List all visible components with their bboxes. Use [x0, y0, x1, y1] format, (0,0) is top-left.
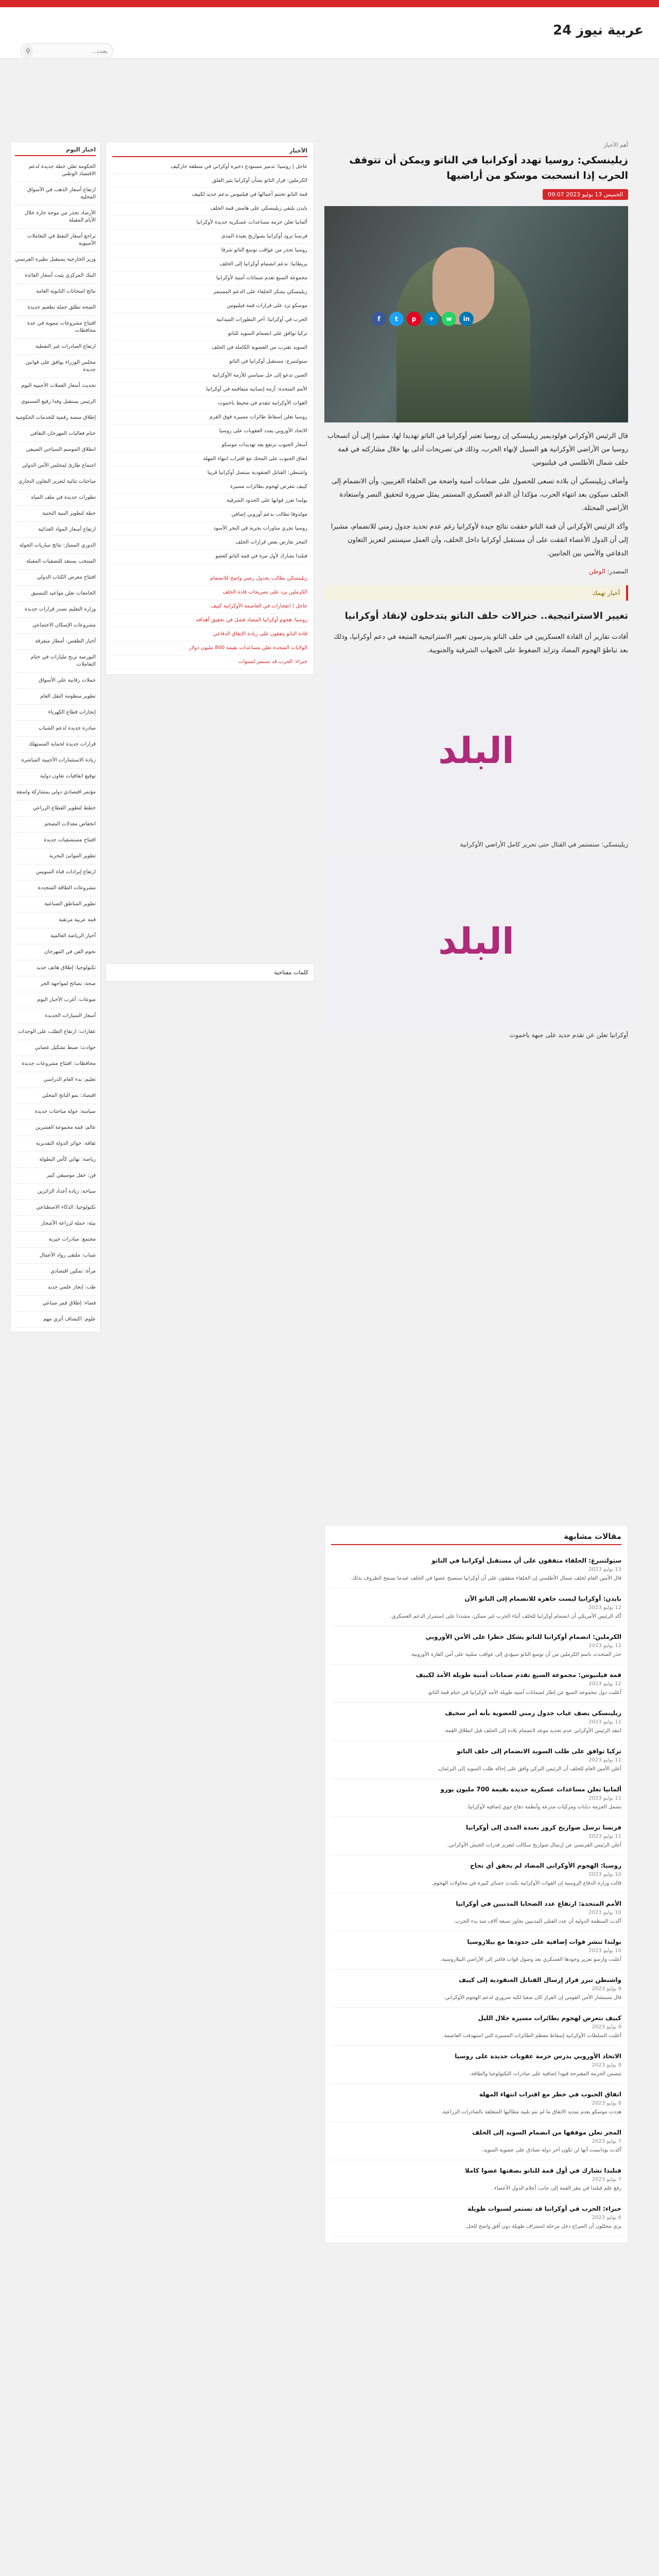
latest-news-item[interactable]: زيلينسكي يشكر الحلفاء على الدعم المستمر [112, 285, 307, 299]
twitter-icon[interactable]: t [389, 312, 404, 326]
sidebar-news-item[interactable]: إطلاق منصة رقمية للخدمات الحكومية [15, 410, 96, 426]
sidebar-news-item[interactable]: تطوير منظومة النقل العام [15, 689, 96, 705]
related-item-title[interactable]: فنلندا تشارك في أول قمة للناتو بصفتها عضوا كاملا [464, 2167, 621, 2174]
article-paragraph: وأضاف زيلينسكي أن بلاده تسعى للحصول على ضمانات أمنية واضحة من الحلفاء الغربيين، وأن الانضمام إلى الحلف سيكون بعد انتهاء الحرب، مؤكدا أن الدعم العسكري المستمر يمثل ضرورة لتحقيق النصر واستعادة الأراضي المحتلة. [331, 478, 628, 512]
related-item-excerpt: قال مستشار الأمن القومي إن القرار كان صعبا لكنه ضروري لدعم الهجوم الأوكراني. [443, 1995, 621, 2001]
sidebar-news-item[interactable]: المنتخب يستعد للتصفيات المقبلة [15, 554, 96, 570]
related-item-excerpt: أكد الرئيس الأمريكي أن انضمام أوكرانيا للحلف أثناء الحرب غير ممكن، مشددا على استمرار الدعم العسكري. [390, 1614, 621, 1619]
related-item-excerpt: حذر المتحدث باسم الكرملين من أن توسع الناتو سيؤدي إلى عواقب سلبية على أمن القارة الأوروبية. [410, 1652, 621, 1657]
article [324, 142, 628, 1039]
sidebar-news-item[interactable]: رياضة: نهائي كأس البطولة [15, 1152, 96, 1168]
sidebar-news-item[interactable]: تحديث أسعار العملات الأجنبية اليوم [15, 378, 96, 394]
related-item-date: 13 يوليو 2023 [588, 1567, 621, 1572]
sidebar-news-item[interactable]: ارتفاع الصادرات غير النفطية [15, 339, 96, 355]
related-item[interactable] [331, 1893, 621, 1931]
sidebar-news-item[interactable]: صحة: نصائح لمواجهة الحر [15, 976, 96, 992]
latest-news-item[interactable]: بايدن يلتقي زيلينسكي على هامش قمة الحلف [112, 202, 307, 216]
related-item[interactable] [331, 1665, 621, 1703]
related-item-title[interactable]: الأمم المتحدة: ارتفاع عدد الضحايا المدنيين في أوكرانيا [456, 1900, 621, 1907]
related-item[interactable] [331, 1741, 621, 1779]
latest-news-item[interactable]: روسيا تعلن إسقاط طائرات مسيرة فوق القرم [112, 411, 307, 425]
related-item-excerpt: يرى محللون أن الصراع دخل مرحلة استنزاف طويلة دون أفق واضح للحل. [465, 2224, 621, 2229]
latest-news-item[interactable]: فرنسا تزود أوكرانيا بصواريخ بعيدة المدى [112, 230, 307, 244]
sidebar-news-item[interactable]: مؤتمر اقتصادي دولي بمشاركة واسعة [15, 785, 96, 801]
latest-news-item[interactable]: الاتحاد الأوروبي يمدد العقوبات على روسيا [112, 425, 307, 438]
sidebar-news-item[interactable]: الصحة تطلق حملة تطعيم جديدة [15, 300, 96, 316]
sidebar-news-item[interactable]: طب: إنجاز علمي جديد [15, 1280, 96, 1296]
latest-news-item[interactable]: الأمم المتحدة: أزمة إنسانية متفاقمة في أوكرانيا [112, 383, 307, 397]
telegram-icon[interactable]: ✈ [424, 312, 439, 326]
related-item-title[interactable]: الاتحاد الأوروبي يدرس حزمة عقوبات جديدة على روسيا [455, 2053, 621, 2060]
latest-news-item[interactable]: فنلندا تشارك لأول مرة في قمة الناتو كعضو [112, 550, 307, 564]
related-item-date: 10 يوليو 2023 [588, 1910, 621, 1916]
latest-news-item[interactable]: اتفاق الحبوب على المحك مع اقتراب انتهاء المهلة [112, 452, 307, 466]
sidebar-news-item[interactable]: خطة لتطوير البنية التحتية [15, 506, 96, 522]
hot-news-item[interactable]: قادة الناتو يتفقون على زيادة الإنفاق الدفاعي [112, 628, 307, 641]
related-item-date: 7 يوليو 2023 [592, 2177, 621, 2182]
latest-news-item[interactable]: تركيا توافق على انضمام السويد للناتو [112, 327, 307, 341]
site-header [0, 7, 659, 59]
source-name[interactable]: الوطن [588, 568, 605, 575]
related-item[interactable] [331, 2008, 621, 2046]
related-item-title[interactable]: المجر تعلن موقفها من انضمام السويد إلى الحلف [472, 2129, 621, 2136]
related-item-date: 10 يوليو 2023 [588, 1872, 621, 1877]
related-item-excerpt: قالت وزارة الدفاع الروسية إن القوات الأوكرانية تكبدت خسائر كبيرة في محاولات الهجوم. [431, 1880, 621, 1886]
latest-news-item[interactable]: مولدوفا تطالب بدعم أوروبي إضافي [112, 508, 307, 522]
related-item-excerpt: تشمل الحزمة دبابات ومركبات مدرعة وأنظمة دفاع جوي إضافية لأوكرانيا. [466, 1804, 621, 1810]
related-item[interactable] [331, 1855, 621, 1893]
related-item-date: 7 يوليو 2023 [592, 2139, 621, 2144]
latest-news-item[interactable]: أسعار الحبوب ترتفع بعد تهديدات موسكو [112, 438, 307, 452]
sidebar-news-item[interactable]: مباحثات ثنائية لتعزيز التعاون التجاري [15, 474, 96, 490]
latest-news-item[interactable]: واشنطن: القنابل العنقودية ستصل أوكرانيا قريبا [112, 466, 307, 480]
related-item-title[interactable]: اتفاق الحبوب في خطر مع اقتراب انتهاء المهلة [479, 2091, 621, 2098]
sidebar-today [10, 142, 100, 1332]
sidebar-news-item[interactable]: مرأة: تمكين اقتصادي [15, 1264, 96, 1280]
related-item-excerpt: قال الأمين العام لحلف شمال الأطلسي إن الحلفاء متفقون على أن أوكرانيا ستصبح عضوا في الحلف عندما تسمح الظروف بذلك. [350, 1575, 621, 1581]
sidebar-news-item[interactable]: حملات رقابية على الأسواق [15, 673, 96, 689]
related-item-title[interactable]: تركيا توافق على طلب السويد الانضمام إلى حلف الناتو [457, 1748, 621, 1755]
related-item-date: 12 يوليو 2023 [588, 1605, 621, 1611]
sidebar-news-item[interactable]: ارتفاع أسعار المواد الغذائية [15, 522, 96, 538]
related-item-date: 11 يوليو 2023 [588, 1757, 621, 1763]
related-item-excerpt: أكدت المنظمة الدولية أن عدد القتلى المدنيين تجاوز تسعة آلاف منذ بدء الحرب. [454, 1919, 621, 1924]
sidebar-news-item[interactable]: محافظات: افتتاح مشروعات جديدة [15, 1056, 96, 1072]
related-item-title[interactable]: واشنطن تبرر قرار إرسال القنابل العنقودية إلى كييف [459, 1976, 621, 1984]
related-item-excerpt: أعلنت دول مجموعة السبع عن إطار لضمانات أمنية طويلة الأمد لأوكرانيا في ختام قمة الناتو. [427, 1690, 621, 1696]
sidebar-news-item[interactable]: شباب: ملتقى رواد الأعمال [15, 1248, 96, 1264]
related-articles [324, 1525, 628, 2243]
related-item-title[interactable]: كييف تتعرض لهجوم بطائرات مسيرة خلال الليل [478, 2014, 621, 2022]
related-item[interactable] [331, 1703, 621, 1741]
sidebar-news-item[interactable]: افتتاح مشروعات تنموية في عدة محافظات [15, 316, 96, 339]
article-source [324, 568, 628, 575]
latest-news-item[interactable]: روسيا تحذر من عواقب توسع الناتو شرقا [112, 244, 307, 258]
related-item-excerpt: انتقد الرئيس الأوكراني عدم تحديد موعد لانضمام بلاده إلى الحلف قبل انطلاق القمة. [444, 1728, 621, 1734]
sidebar-news-item[interactable]: قمة عربية مرتقبة [15, 912, 96, 928]
article-paragraph: قال الرئيس الأوكراني فولوديمير زيلينسكي إن روسيا تعتبر أوكرانيا في الناتو تهديدا لها، مشيرا إلى أن انسحاب روسيا من الأراضي الأوكرانية هو السبيل لإنهاء الحرب، وذلك في تصريحات أدلى بها خلال مشاركته في قمة حلف شمال الأطلسي في فيلنيوس. [327, 432, 628, 467]
latest-news-item[interactable]: الصين تدعو إلى حل سياسي للأزمة الأوكرانية [112, 369, 307, 383]
latest-news-item[interactable]: بولندا تعزز قواتها على الحدود الشرقية [112, 494, 307, 508]
channel-logo-2: البلد [438, 920, 514, 962]
related-item-date: 9 يوليو 2023 [592, 2024, 621, 2030]
related-item-date: 11 يوليو 2023 [588, 1795, 621, 1801]
sidebar-news-item[interactable]: إنجازات قطاع الكهرباء [15, 705, 96, 721]
sidebar-news-item[interactable]: علوم: اكتشاف أثري مهم [15, 1312, 96, 1328]
sidebar-news-item[interactable]: افتتاح مستشفيات جديدة [15, 833, 96, 849]
related-item-date: 11 يوليو 2023 [588, 1834, 621, 1839]
hot-news-item[interactable]: زيلينسكي يطالب بجدول زمني واضح للانضمام [112, 572, 307, 586]
channel-logo-1: البلد [438, 730, 514, 772]
sidebar-news-item[interactable]: حوادث: ضبط تشكيل عصابي [15, 1040, 96, 1056]
related-item-date: 8 يوليو 2023 [592, 2062, 621, 2068]
related-item[interactable] [331, 2046, 621, 2084]
related-item[interactable] [331, 1550, 621, 1588]
related-item-excerpt: تتضمن الحزمة المقترحة قيودا إضافية على صادرات التكنولوجيا والطاقة. [469, 2071, 621, 2077]
sidebar-news-item[interactable]: تراجع أسعار النفط في التعاملات الآسيوية [15, 229, 96, 252]
sidebar-news-item[interactable]: وزير الخارجية يستقبل نظيره الفرنسي [15, 252, 96, 268]
latest-news-item[interactable]: السويد تقترب من العضوية الكاملة في الحلف [112, 341, 307, 355]
sidebar-news-item[interactable]: تعليم: بدء العام الدراسي [15, 1072, 96, 1088]
related-item-excerpt: أعلنت السلطات الأوكرانية إسقاط معظم الطائرات المسيرة التي استهدفت العاصمة. [442, 2033, 621, 2039]
latest-news-item[interactable]: ألمانيا تعلن حزمة مساعدات عسكرية جديدة لأوكرانيا [112, 216, 307, 230]
sidebar-news-item[interactable]: تكنولوجيا: الذكاء الاصطناعي [15, 1200, 96, 1216]
article-body [324, 430, 628, 561]
hot-news-item[interactable]: روسيا: هجوم أوكرانيا المضاد فشل في تحقيق أهدافه [112, 614, 307, 628]
sidebar-news-item[interactable]: تكنولوجيا: إطلاق هاتف جديد [15, 960, 96, 976]
search-input[interactable] [33, 48, 108, 55]
sidebar-news-item[interactable]: أخبار الطقس: أمطار متفرقة [15, 634, 96, 650]
sidebar-news-item[interactable]: وزارة التعليم تصدر قرارات جديدة [15, 602, 96, 618]
sidebar-news-item[interactable]: ارتفاع إيرادات قناة السويس [15, 865, 96, 880]
search-box[interactable] [21, 43, 113, 59]
pinterest-icon[interactable]: p [407, 312, 421, 326]
sidebar-news-item[interactable]: سياسة: جولة مباحثات جديدة [15, 1104, 96, 1120]
sidebar-news-item[interactable]: الحكومة تعلن خطة جديدة لدعم الاقتصاد الوطني [15, 159, 96, 182]
sidebar-news-item[interactable]: ثقافة: جوائز الدولة التقديرية [15, 1136, 96, 1152]
sidebar-news-item[interactable]: قرارات جديدة لحماية المستهلك [15, 737, 96, 753]
latest-news-item[interactable]: عاجل | روسيا: تدمير مستودع ذخيرة أوكراني في منطقة خاركيف [112, 160, 307, 174]
sidebar-news-item[interactable]: زيادة الاستثمارات الأجنبية المباشرة [15, 753, 96, 769]
sidebar-news-item[interactable]: انخفاض معدلات التضخم [15, 817, 96, 833]
related-item-date: 10 يوليو 2023 [588, 1948, 621, 1954]
sidebar-news-item[interactable]: الأرصاد تحذر من موجة حارة خلال الأيام المقبلة [15, 206, 96, 229]
sidebar-news-item[interactable]: عالم: قمة مجموعة العشرين [15, 1120, 96, 1136]
sidebar-news-item[interactable]: البورصة تربح مليارات في ختام التعاملات [15, 650, 96, 673]
sidebar-news-item[interactable]: أسعار السيارات الجديدة [15, 1008, 96, 1024]
related-item-date: 12 يوليو 2023 [588, 1681, 621, 1687]
related-item-excerpt: هددت موسكو بعدم تمديد الاتفاق ما لم تتم تلبية مطالبها المتعلقة بالصادرات الزراعية. [441, 2109, 621, 2115]
related-item[interactable] [331, 1779, 621, 1817]
sidebar-news-item[interactable]: اقتصاد: نمو الناتج المحلي [15, 1088, 96, 1104]
related-item-excerpt: أعلنت وارسو تعزيز وجودها العسكري بعد وصول قوات فاغنر إلى الأراضي البيلاروسية. [440, 1957, 621, 1962]
latest-news-item[interactable]: الكرملين: قرار الناتو بشأن أوكرانيا يثير القلق [112, 174, 307, 188]
sidebar-news-item[interactable]: الجامعات تعلن مواعيد التنسيق [15, 586, 96, 602]
related-item[interactable] [331, 1817, 621, 1855]
related-item-title[interactable]: قمة فيلنيوس: مجموعة السبع تقدم ضمانات أمنية طويلة الأمد لكييف [415, 1671, 621, 1679]
related-item-title[interactable]: ألمانيا تعلن مساعدات عسكرية جديدة بقيمة 700 مليون يورو [440, 1786, 621, 1793]
related-item-excerpt: أعلن الرئيس الفرنسي عن إرسال صواريخ سكالب لتعزيز قدرات الجيش الأوكراني. [447, 1842, 621, 1848]
related-item-excerpt: أكدت بودابست أنها لن تكون آخر دولة تصادق على عضوية السويد. [482, 2147, 621, 2153]
related-item[interactable] [331, 1626, 621, 1665]
hot-news-item[interactable]: الولايات المتحدة تعلن مساعدات بقيمة 800 مليون دولار [112, 641, 307, 655]
sidebar-news-item[interactable]: مشروعات الطاقة المتجددة [15, 880, 96, 896]
related-item-date: 6 يوليو 2023 [592, 2215, 621, 2221]
related-item-date: 9 يوليو 2023 [592, 1986, 621, 1992]
article-date: الخميس 13 يوليو 2023 09:07 [543, 189, 628, 200]
latest-news-item[interactable]: بريطانيا: ندعم انضمام أوكرانيا إلى الحلف [112, 258, 307, 272]
latest-news-item[interactable]: القوات الأوكرانية تتقدم في محيط باخموت [112, 397, 307, 411]
related-item[interactable] [331, 2084, 621, 2122]
sidebar-news-item[interactable]: الدوري الممتاز: نتائج مباريات الجولة [15, 538, 96, 554]
sidebar-news-item[interactable]: مجتمع: مبادرات خيرية [15, 1232, 96, 1248]
related-item-date: 8 يوليو 2023 [592, 2100, 621, 2106]
related-item-title[interactable]: خبراء: الحرب في أوكرانيا قد تستمر لسنوات طويلة [467, 2205, 621, 2212]
sidebar-news-item[interactable]: سياحة: زيادة أعداد الزائرين [15, 1184, 96, 1200]
related-item-date: 11 يوليو 2023 [588, 1719, 621, 1725]
related-item[interactable] [331, 1588, 621, 1626]
related-title: مقالات مشابهة [331, 1532, 621, 1545]
site-logo[interactable]: عربية نيوز 24 [552, 23, 644, 38]
article-image-1 [324, 666, 628, 836]
latest-news-item[interactable]: مجموعة السبع تقدم ضمانات أمنية لأوكرانيا [112, 272, 307, 285]
share-buttons [372, 312, 474, 326]
related-item[interactable] [331, 2198, 621, 2236]
latest-news-item[interactable]: موسكو ترد على قرارات قمة فيلنيوس [112, 299, 307, 313]
related-item-title[interactable]: روسيا: الهجوم الأوكراني المضاد لم يحقق أي نجاح [470, 1862, 621, 1869]
search-icon[interactable]: ⚲ [23, 44, 33, 58]
sidebar-news-item[interactable]: البنك المركزي يثبت أسعار الفائدة [15, 268, 96, 284]
sidebar-news-item[interactable]: خطط لتطوير القطاع الزراعي [15, 801, 96, 817]
sidebar-news-item[interactable]: افتتاح معرض الكتاب الدولي [15, 570, 96, 586]
hot-news-item[interactable]: الكرملين يرد على تصريحات قادة الحلف [112, 586, 307, 600]
latest-news-item[interactable]: ستولتنبرغ: مستقبل أوكرانيا في الناتو [112, 355, 307, 369]
related-item-excerpt: رفع علم فنلندا في مقر القمة إلى جانب أعلام الدول الأعضاء. [493, 2185, 621, 2191]
article-image-2 [324, 856, 628, 1026]
sidebar-news-item[interactable]: توقيع اتفاقيات تعاون دولية [15, 769, 96, 785]
sidebar-news-item[interactable]: تطوير الموانئ البحرية [15, 849, 96, 865]
related-item-excerpt: أعلن الأمين العام للحلف أن الرئيس التركي وافق على إحالة طلب السويد إلى البرلمان. [437, 1766, 621, 1772]
latest-news [106, 142, 314, 675]
related-item-title[interactable]: ستولتنبرغ: الحلفاء متفقون على أن مستقبل أوكرانيا في الناتو [431, 1557, 621, 1564]
breadcrumb[interactable]: أهم الأخبار [603, 142, 628, 148]
sidebar-news-item[interactable]: مشروعات الإسكان الاجتماعي [15, 618, 96, 634]
sidebar-news-item[interactable]: فن: حفل موسيقي كبير [15, 1168, 96, 1184]
sidebar-news-item[interactable]: نتائج امتحانات الثانوية العامة [15, 284, 96, 300]
related-item-title[interactable]: زيلينسكي يصف غياب جدول زمني للعضوية بأنه أمر سخيف [445, 1709, 621, 1717]
sidebar-title: اخبار اليوم [15, 146, 96, 156]
related-item[interactable] [331, 1970, 621, 2008]
sidebar-news-item[interactable]: منوعات: أغرب الأخبار اليوم [15, 992, 96, 1008]
article-paragraph: وأكد الرئيس الأوكراني أن قمة الناتو حققت نتائج جيدة لأوكرانيا رغم عدم تحديد جدول زمني للانضمام، مشيرا إلى أن الدول الأعضاء اتفقت على أن مستقبل أوكرانيا داخل الحلف، وأن العمل سيستمر لتعزيز التعاون الدفاعي والأمني بين الجانبين. [331, 523, 628, 557]
article-hero-image [324, 206, 628, 422]
image-caption-2: أوكرانيا تعلن عن تقدم جديد على جبهة باخموت [509, 1031, 628, 1039]
sidebar-news-item[interactable]: فضاء: إطلاق قمر صناعي [15, 1296, 96, 1312]
sidebar-news-item[interactable]: اجتماع طارئ لمجلس الأمن الدولي [15, 458, 96, 474]
related-item-title[interactable]: بولندا تنشر قوات إضافية على حدودها مع بيلاروسيا [467, 1938, 621, 1945]
whatsapp-icon[interactable]: w [442, 312, 456, 326]
top-accent-bar [0, 0, 659, 7]
latest-news-item[interactable]: روسيا تجري مناورات بحرية في البحر الأسود [112, 522, 307, 536]
sidebar-news-item[interactable]: أخبار الرياضة العالمية [15, 928, 96, 944]
related-item-title[interactable]: بايدن: أوكرانيا ليست جاهزة للانضمام إلى الناتو الآن [464, 1595, 621, 1602]
related-item[interactable] [331, 1931, 621, 1970]
latest-news-item[interactable]: الحرب في أوكرانيا: آخر التطورات الميدانية [112, 313, 307, 327]
sidebar-news-item[interactable]: الرئيس يستقبل وفدا رفيع المستوى [15, 394, 96, 410]
sidebar-news-item[interactable]: تطورات جديدة في ملف المياه [15, 490, 96, 506]
article-title: زيلينسكي: روسيا تهدد أوكرانيا في الناتو ويمكن أن تتوقف الحرب إذا انسحبت موسكو من أراضيها [349, 155, 628, 181]
sidebar-news-item[interactable]: نجوم الفن في المهرجان [15, 944, 96, 960]
sidebar-news-item[interactable]: ختام فعاليات المهرجان الثقافي [15, 426, 96, 442]
article-subheading: تغيير الاستراتيجية.. جنرالات حلف الناتو يتدخلون لإنقاذ أوكرانيا [344, 611, 628, 621]
image-caption-1: زيلينسكي: سنستمر في القتال حتى تحرير كامل الأراضي الأوكرانية [460, 841, 628, 848]
sidebar-news-item[interactable]: مبادرة جديدة لدعم الشباب [15, 721, 96, 737]
sidebar-news-item[interactable]: انطلاق الموسم السياحي الصيفي [15, 442, 96, 458]
hot-news-item[interactable]: عاجل | انفجارات في العاصمة الأوكرانية كييف [112, 600, 307, 614]
sidebar-news-item[interactable]: مجلس الوزراء يوافق على قوانين جديدة [15, 355, 96, 378]
related-item-title[interactable]: الكرملين: انضمام أوكرانيا للناتو يشكل خطرا على الأمن الأوروبي [425, 1633, 621, 1640]
sidebar-news-item[interactable]: عقارات: ارتفاع الطلب على الوحدات [15, 1024, 96, 1040]
latest-news-item[interactable]: قمة الناتو تختتم أعمالها في فيلنيوس بدعم جديد لكييف [112, 188, 307, 202]
latest-news-item[interactable]: كييف تتعرض لهجوم بطائرات مسيرة [112, 480, 307, 494]
related-box-label: أخبار تهمك [324, 585, 628, 601]
related-item[interactable] [331, 2122, 621, 2160]
related-item[interactable] [331, 2160, 621, 2198]
sidebar-news-item[interactable]: بيئة: حملة لزراعة الأشجار [15, 1216, 96, 1232]
sidebar-news-item[interactable]: ارتفاع أسعار الذهب في الأسواق المحلية [15, 182, 96, 206]
latest-title: الأخبار [112, 147, 307, 157]
source-label: المصدر: [607, 568, 628, 575]
article-paragraph-2: أفادت تقارير أن القادة العسكريين في حلف الناتو يدرسون تغيير الاستراتيجية المتبعة في دعم أوكرانيا، وذلك بعد تباطؤ الهجوم المضاد وتزايد الضغوط على الجبهات الشرقية والجنوبية. [334, 633, 628, 654]
related-item-title[interactable]: فرنسا ترسل صواريخ كروز بعيدة المدى إلى أوكرانيا [466, 1824, 621, 1831]
sidebar-news-item[interactable]: تطوير المناطق الصناعية [15, 896, 96, 912]
tags-box [106, 963, 314, 981]
latest-news-item[interactable]: المجر تعارض بعض قرارات الحلف [112, 536, 307, 550]
linkedin-icon[interactable]: in [459, 312, 474, 326]
hot-news-item[interactable]: خبراء: الحرب قد تستمر لسنوات [112, 655, 307, 669]
related-item-date: 12 يوليو 2023 [588, 1643, 621, 1649]
facebook-icon[interactable]: f [372, 312, 386, 326]
tags-label: كلمات مفتاحية [274, 969, 308, 976]
